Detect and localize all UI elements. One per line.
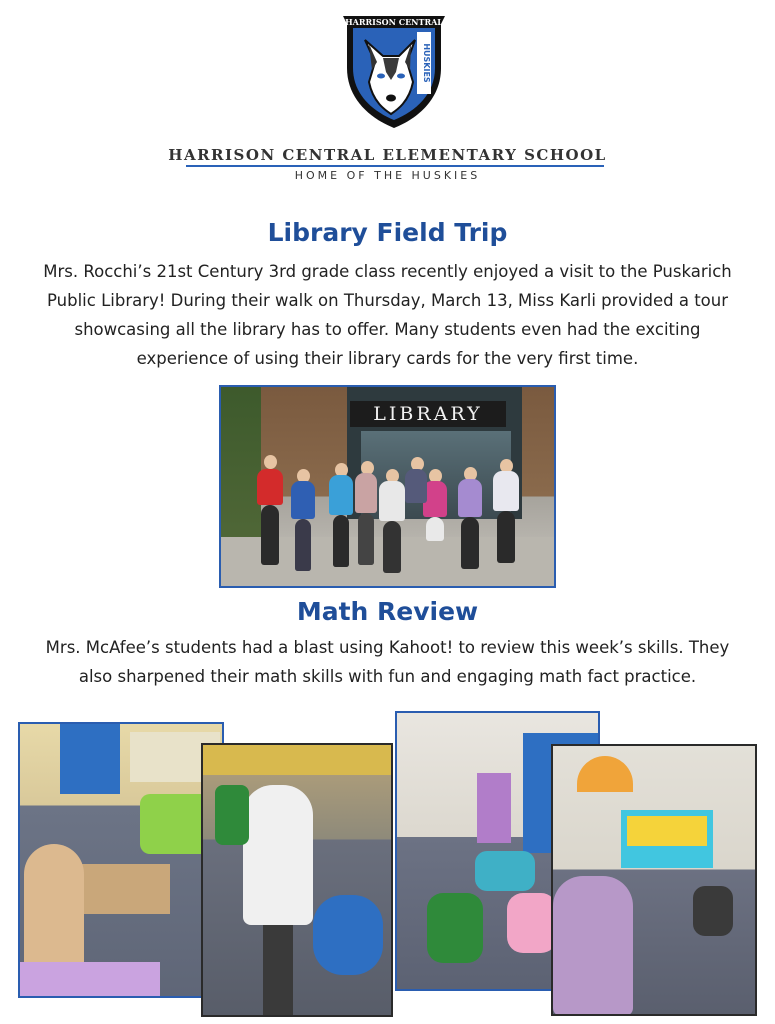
huskies-crest-logo <box>339 10 449 130</box>
library-group-photo <box>219 385 556 588</box>
math-classroom-photo-2 <box>201 743 393 1017</box>
library-sign: LIBRARY <box>350 401 506 427</box>
math-review-title: Math Review <box>296 597 479 626</box>
math-classroom-photo-4 <box>551 744 757 1016</box>
school-name: HARRISON CENTRAL ELEMENTARY SCHOOL <box>168 146 607 164</box>
library-field-trip-title: Library Field Trip <box>267 218 508 247</box>
school-tagline: HOME OF THE HUSKIES <box>294 169 481 182</box>
school-name-underline <box>186 165 604 167</box>
svg-text:HARRISON CENTRAL: HARRISON CENTRAL <box>345 17 443 27</box>
svg-text:HUSKIES: HUSKIES <box>422 43 431 83</box>
math-review-text: Mrs. McAfee’s students had a blast using Kahoot! to review this week’s skills. They also sharpened their math skills with fun and engaging math fact practice. <box>45 638 730 686</box>
math-classroom-photo-1 <box>18 722 224 998</box>
library-field-trip-text: Mrs. Rocchi’s 21st Century 3rd grade class recently enjoyed a visit to the Puskarich Public Library! During their walk on Thursday, March 13, Miss Karli provided a tour showcasing all the library has to offer. Many students even had the exciting experience of using their library cards for the very first time. <box>43 262 732 368</box>
